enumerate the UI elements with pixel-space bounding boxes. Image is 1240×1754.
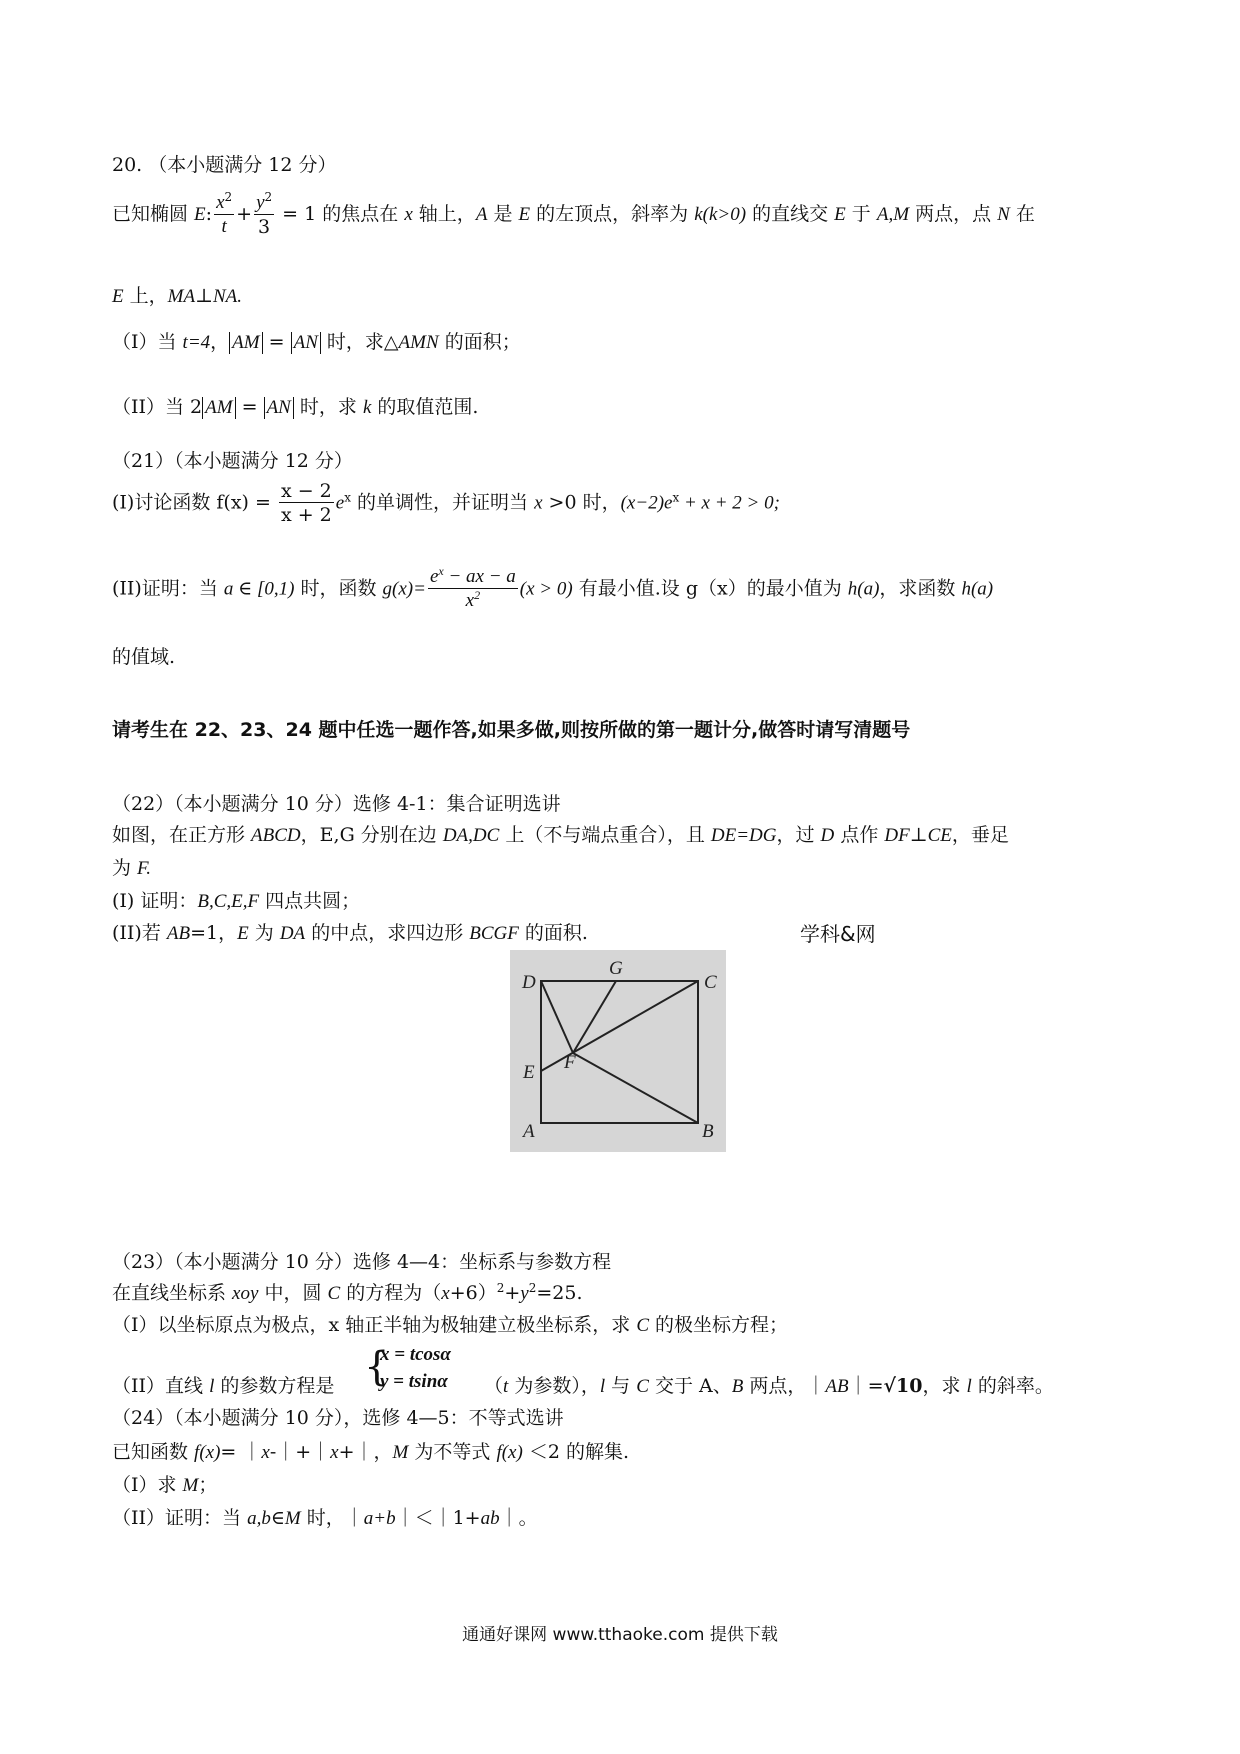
q23-header: （23）（本小题满分 10 分）选修 4—4：坐标系与参数方程 xyxy=(112,1251,612,1273)
q22-line2: 为 F. xyxy=(112,857,151,879)
notice-text: 请考生在 22、23、24 题中任选一题作答,如果多做,则按所做的第一题计分,做答时请写清题号 xyxy=(112,719,911,741)
q21-g-fraction: $\frac{e^x - ax - a}{x^2}$ xyxy=(429,564,516,611)
ellipse-frac-y: $\frac{y^2}{3}$ xyxy=(256,190,273,238)
q22-figure xyxy=(510,950,726,1152)
q23-part2-b: （t 为参数），l 与 C 交于 A、B 两点，｜AB｜=√10，求 l 的斜率。 xyxy=(484,1375,1054,1397)
watermark-text: 学科&网 xyxy=(800,922,876,946)
q20-part2: （II）当 2 AM = AN 时，求 k 的取值范围. xyxy=(112,396,479,418)
q22-part2: (II)若 AB=1，E 为 DA 的中点，求四边形 BCGF 的面积. xyxy=(112,922,588,944)
q22-part1: (I) 证明：B,C,E,F 四点共圆； xyxy=(112,890,361,912)
q21-part2: (II)证明：当 a ∈ [0,1) 时，函数 g(x)= $\frac{e^x - ax - a}{x^2}$ (x > 0) 有最小值.设 g（x）的最小值为 h(a)，求函数 h(a) xyxy=(112,564,994,611)
system-eq2: y = tsinα xyxy=(380,1371,448,1392)
footer-text: 通通好课网 www.tthaoke.com 提供下载 xyxy=(462,1625,778,1645)
q20-intro-line: 已知椭圆 E: $\frac{x^2}{t}$ + $\frac{y^2}{3}$ = 1 的焦点在 x 轴上，A 是 E 的左顶点，斜率为 k(k>0) 的直线交 E 于 A,M 两点，点 N 在 xyxy=(112,190,1035,238)
q24-part2: （II）证明：当 a,b∈M 时，｜a+b｜＜｜1+ab｜。 xyxy=(112,1507,538,1529)
q21-fraction: $\frac{x - 2}{x + 2}$ xyxy=(280,480,332,526)
label-D: D xyxy=(522,972,536,993)
q22-line1: 如图，在正方形 ABCD，E,G 分别在边 DA,DC 上（不与端点重合），且 DE=DG，过 D 点作 DF⊥CE，垂足 xyxy=(112,824,1009,846)
label-G: G xyxy=(609,958,623,979)
q23-part1: （I）以坐标原点为极点，x 轴正半轴为极轴建立极坐标系，求 C 的极坐标方程； xyxy=(112,1314,789,1336)
q20-line2: E 上，MA⊥NA. xyxy=(112,285,242,307)
system-brace: { xyxy=(364,1344,390,1390)
q23-part2-a: （II）直线 l 的参数方程是 xyxy=(112,1375,335,1397)
q20-header: 20. （本小题满分 12 分） xyxy=(112,154,337,176)
label-A: A xyxy=(523,1121,535,1142)
label-E: E xyxy=(523,1062,535,1083)
q21-part2-cont: 的值域. xyxy=(112,646,176,668)
q22-header: （22）（本小题满分 10 分）选修 4-1：集合证明选讲 xyxy=(112,793,561,815)
ellipse-frac-x: $\frac{x^2}{t}$ xyxy=(216,190,233,237)
label-C: C xyxy=(704,972,717,993)
q24-header: （24）（本小题满分 10 分），选修 4—5：不等式选讲 xyxy=(112,1407,564,1429)
q21-header: （21）（本小题满分 12 分） xyxy=(112,450,353,472)
system-eq1: x = tcosα xyxy=(380,1344,451,1365)
q21-part1: (I)讨论函数 f(x) = $\frac{x - 2}{x + 2}$ $e^x$ 的单调性，并证明当 x >0 时，$(x-2)e^x + x + 2 > 0$; xyxy=(112,480,780,526)
q20-part1: （I）当 t=4， AM = AN 时，求△AMN 的面积； xyxy=(112,331,521,353)
q23-line1: 在直线坐标系 xoy 中，圆 C 的方程为$(x+6)^2+y^2=25$. xyxy=(112,1281,583,1304)
q24-part1: （I）求 M； xyxy=(112,1474,218,1496)
label-B: B xyxy=(702,1121,714,1142)
square-diagram xyxy=(510,950,726,1152)
q24-line1: 已知函数 f(x)= ｜x-｜+｜x+｜，M 为不等式 f(x) ＜2 的解集. xyxy=(112,1441,630,1463)
label-F: F xyxy=(564,1052,576,1073)
